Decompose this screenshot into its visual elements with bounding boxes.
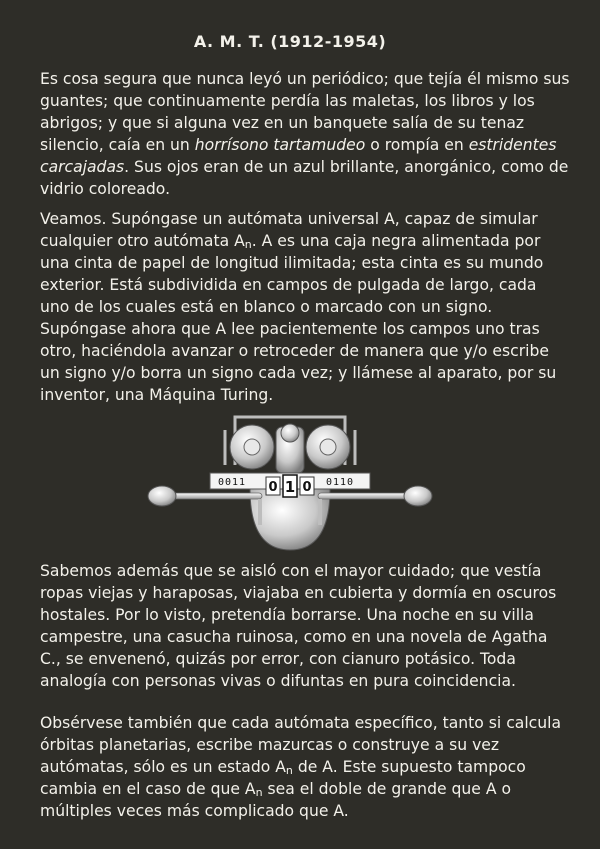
paragraph-2-subscript-n: n	[244, 238, 252, 251]
tape-cell-left: 0	[268, 480, 278, 495]
paragraph-4	[40, 712, 570, 822]
tape-symbols-right: 0110	[326, 477, 355, 488]
tape-cell-right: 0	[302, 480, 312, 495]
paragraph-1-text-c: o rompía en	[365, 136, 469, 154]
paragraph-2-text-a: Veamos. Supóngase un autómata universal A, capaz de simular cualquier otro autómata A	[40, 210, 538, 250]
tape-cell-head: 1	[284, 478, 296, 496]
page-title: A. M. T. (1912-1954)	[193, 32, 387, 51]
paragraph-4-text-c: sea el doble de grande que A o múltiples veces más complicado que A.	[40, 780, 512, 820]
paragraph-1-emphasis-tartamudeo: horrísono tartamudeo	[194, 136, 366, 154]
turing-machine-illustration	[140, 405, 440, 555]
paragraph-2-text-b: . A es una caja negra alimentada por una cinta de papel de longitud ilimitada; esta cinta es su mundo exterior. Está subdividida en campos de pulgada de largo, cada uno de los cuales está en blanco o marcado con un signo. Supóngase ahora que A lee pacientemente los campos uno tras otro, haciéndola avanzar o retroceder de manera que y/o escribe un signo y/o borra un signo cada vez; y llámese al aparato, por su inventor, una Máquina Turing.	[40, 232, 557, 404]
paragraph-3: Sabemos además que se aisló con el mayor cuidado; que vestía ropas viejas y haraposas, viajaba en cubierta y dormía en oscuros hostales. Por lo visto, pretendía borrarse. Una noche en su villa campestre, una casucha ruinosa, como en una novela de Agatha C., se envenenó, quizás por error, con cianuro potásico. Toda analogía con personas vivas o difuntas en pura coincidencia.	[40, 562, 557, 690]
paragraph-2	[40, 208, 570, 406]
paragraph-4-text-a: Obsérvese también que cada autómata específico, tanto si calcula órbitas planetarias, escribe mazurcas o construye a su vez autómatas, sólo es un estado A	[40, 714, 562, 776]
paragraph-4-text-b: de A. Este supuesto tampoco cambia en el caso de que A	[40, 758, 526, 798]
paragraph-4-subscript-n-1: n	[285, 764, 293, 777]
paragraph-4-subscript-n-2: n	[255, 786, 263, 799]
tape-symbols-left: 0011	[218, 477, 247, 488]
paragraph-1-text-a: Es cosa segura que nunca leyó un periódico; que tejía él mismo sus guantes; que continuamente perdía las maletas, los libros y los abrigos; y que si alguna vez en un banquete salía de su tenaz silencio, caía en un	[40, 70, 570, 154]
paragraph-1-text-e: . Sus ojos eran de un azul brillante, anorgánico, como de vidrio coloreado.	[40, 158, 569, 198]
paragraph-1	[40, 68, 570, 200]
paragraph-1-emphasis-carcajadas: estridentes carcajadas	[40, 136, 557, 176]
